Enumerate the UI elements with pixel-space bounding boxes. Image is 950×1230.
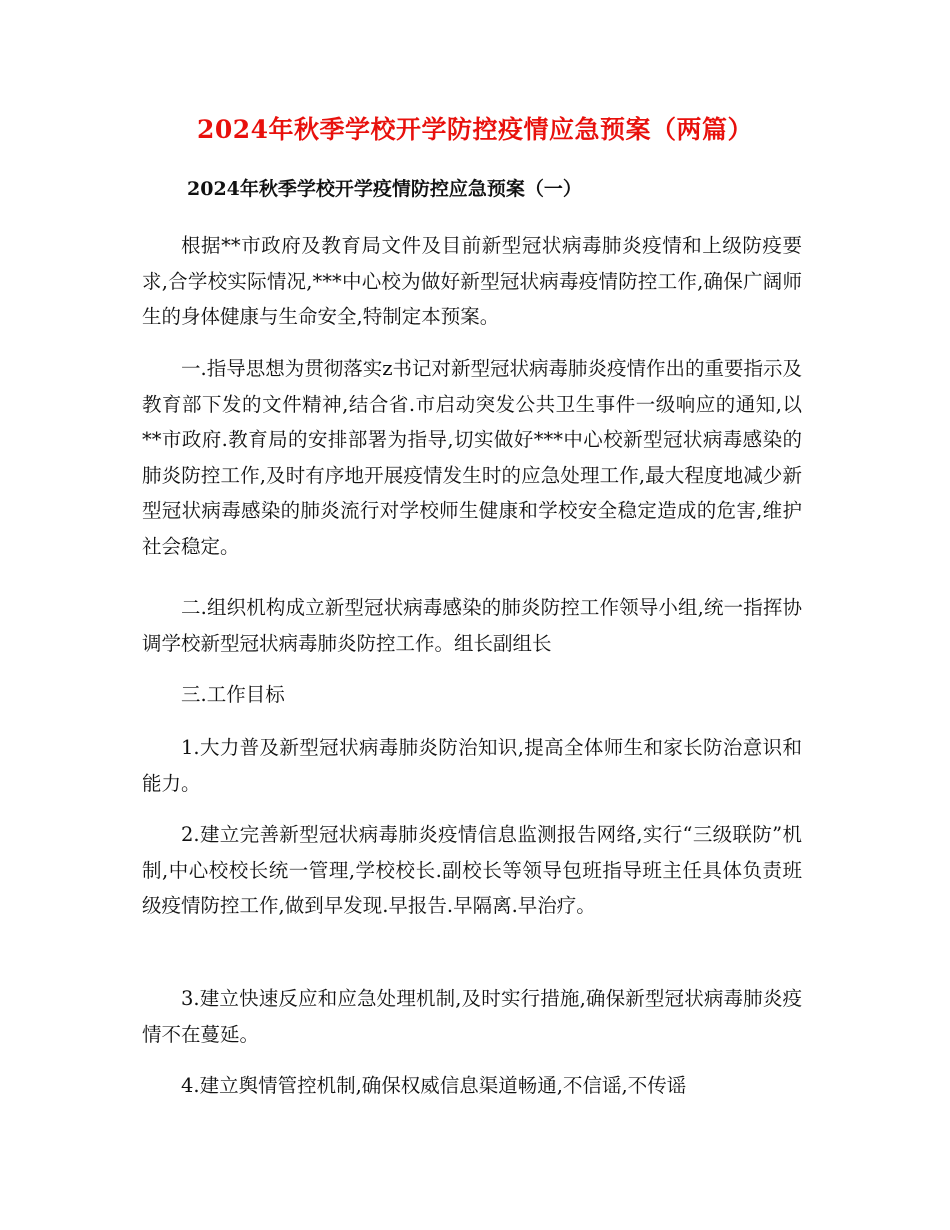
paragraph-guiding-ideology: 一.指导思想为贯彻落实z书记对新型冠状病毒肺炎疫情作出的重要指示及教育部下发的文件精神,结合省.市启动突发公共卫生事件一级响应的通知,以**市政府.教育局的安排部署为指导,切实做好***中心校新型冠状病毒感染的肺炎防控工作,及时有序地开展疫情发生时的应急处理工作,最大程度地减少新型冠状病毒感染的肺炎流行对学校师生健康和学校安全稳定造成的危害,维护社会稳定。: [142, 357, 802, 558]
paragraph-organization: 二.组织机构成立新型冠状病毒感染的肺炎防控工作领导小组,统一指挥协调学校新型冠状病毒肺炎防控工作。组长副组长: [142, 596, 802, 655]
section-heading: 2024年秋季学校开学疫情防控应急预案（一）: [187, 178, 582, 200]
document-title: 2024年秋季学校开学防控疫情应急预案（两篇）: [196, 115, 754, 144]
paragraph-goal-1: 1.大力普及新型冠状病毒肺炎防治知识,提高全体师生和家长防治意识和能力。: [142, 736, 802, 795]
paragraph-intro: 根据**市政府及教育局文件及目前新型冠状病毒肺炎疫情和上级防疫要求,合学校实际情况,***中心校为做好新型冠状病毒疫情防控工作,确保广阔师生的身体健康与生命安全,特制定本预案。: [142, 234, 802, 329]
paragraph-work-goals-heading: 三.工作目标: [181, 683, 285, 706]
paragraph-goal-4: 4.建立舆情管控机制,确保权威信息渠道畅通,不信谣,不传谣: [181, 1074, 687, 1097]
paragraph-goal-3: 3.建立快速反应和应急处理机制,及时实行措施,确保新型冠状病毒肺炎疫情不在蔓延。: [142, 987, 802, 1046]
paragraph-goal-2: 2.建立完善新型冠状病毒肺炎疫情信息监测报告网络,实行“三级联防”机制,中心校校长统一管理,学校校长.副校长等领导包班指导班主任具体负责班级疫情防控工作,做到早发现.早报告.早隔离.早治疗。: [142, 823, 802, 918]
